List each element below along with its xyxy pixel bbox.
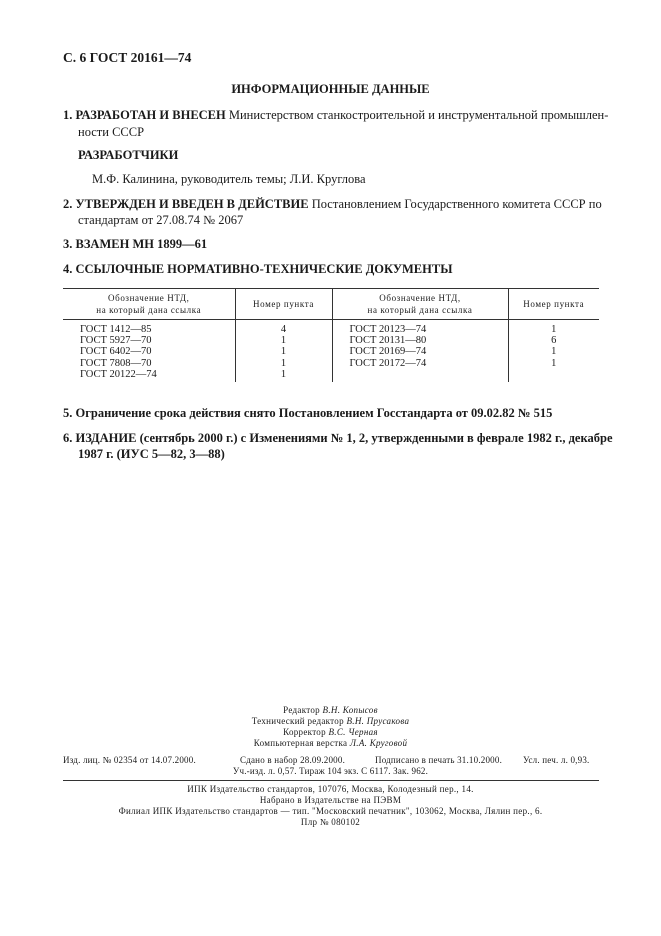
divider — [63, 780, 599, 781]
imprint-line2: Уч.-изд. л. 0,57. Тираж 104 экз. С 6117. Зак. 962. — [232, 766, 429, 776]
col-header-doc: Обозначение НТД, на который дана ссылка — [63, 289, 235, 320]
doc-codes-right: ГОСТ 20123—74 ГОСТ 20131—80 ГОСТ 20169—74 ГОСТ 20172—74 — [332, 320, 508, 383]
imprint-signed: Подписано в печать 31.10.2000. — [375, 755, 503, 765]
table-row — [63, 320, 599, 383]
item-text-cont: ности СССР — [78, 125, 145, 139]
item-number: 1. — [63, 108, 73, 122]
doc-codes-left: ГОСТ 1412—85 ГОСТ 5927—70 ГОСТ 6402—70 ГОСТ 7808—70 ГОСТ 20122—74 — [80, 324, 157, 380]
item-number: 2. — [63, 197, 73, 211]
item-number: 3. — [63, 237, 73, 251]
item-text-cont: 1987 г. (ИУС 5—82, 3—88) — [78, 447, 225, 461]
publisher-line: Филиал ИПК Издательство стандартов — тип. "Московский печатник", 103062, Москва, Лялин пер., 6. — [118, 806, 543, 816]
item-title: РАЗРАБОТАН И ВНЕСЕН — [75, 108, 226, 122]
page-header: С. 6 ГОСТ 20161—74 — [63, 50, 192, 65]
imprint-sheets: Усл. печ. л. 0,93. — [523, 755, 590, 765]
col-header-point: Номер пункта — [235, 289, 332, 320]
item-title: УТВЕРЖДЕН И ВВЕДЕН В ДЕЙСТВИЕ — [75, 197, 309, 211]
publisher-line: ИПК Издательство стандартов, 107076, Москва, Колодезный пер., 14. — [187, 784, 474, 794]
item-number: 6. — [63, 431, 73, 445]
section-title: ИНФОРМАЦИОННЫЕ ДАННЫЕ — [231, 82, 430, 96]
item-replaces — [63, 236, 207, 253]
item-approved — [63, 196, 602, 213]
item-title: ССЫЛОЧНЫЕ НОРМАТИВНО-ТЕХНИЧЕСКИЕ ДОКУМЕНТЫ — [75, 262, 453, 276]
item-text-cont: стандартам от 27.08.74 № 2067 — [78, 213, 244, 227]
item-number: 4. — [63, 262, 73, 276]
item-edition — [63, 430, 613, 447]
credit-layout: Компьютерная верстка Л.А. Круговой — [253, 738, 408, 748]
imprint-license: Изд. лиц. № 02354 от 14.07.2000. — [63, 755, 196, 765]
item-validity — [63, 405, 552, 422]
credit-editor: Редактор В.Н. Копысов — [283, 705, 378, 715]
references-table — [63, 288, 599, 382]
item-text: Министерством станкостроительной и инструментальной промышлен- — [228, 108, 609, 122]
item-title: ВЗАМЕН МН 1899—61 — [75, 237, 208, 251]
item-title: ИЗДАНИЕ — [75, 431, 137, 445]
publisher-line: Набрано в Издательстве на ПЭВМ — [259, 795, 402, 805]
col-header-doc: Обозначение НТД, на который дана ссылка — [332, 289, 508, 320]
credit-tech-editor: Технический редактор В.Н. Прусакова — [251, 716, 410, 726]
item-text: Постановлением Государственного комитета СССР по — [311, 197, 602, 211]
item-number: 5. — [63, 406, 73, 420]
points-right: 1 6 1 1 — [508, 320, 599, 383]
item-text: (сентябрь 2000 г.) с Изменениями № 1, 2, утвержденными в феврале 1982 г., декабре — [139, 431, 613, 445]
col-header-point: Номер пункта — [508, 289, 599, 320]
imprint-set: Сдано в набор 28.09.2000. — [240, 755, 346, 765]
developers-names: М.Ф. Калинина, руководитель темы; Л.И. Круглова — [92, 172, 366, 186]
item-references — [63, 261, 452, 278]
credit-corrector: Корректор В.С. Черная — [283, 727, 378, 737]
developers-label: РАЗРАБОТЧИКИ — [78, 148, 179, 162]
item-text: Ограничение срока действия снято Постановлением Госстандарта от 09.02.82 № 515 — [75, 406, 553, 420]
points-left: 4 1 1 1 1 — [235, 320, 332, 383]
item-developed — [63, 107, 608, 124]
publisher-line: Плр № 080102 — [300, 817, 361, 827]
